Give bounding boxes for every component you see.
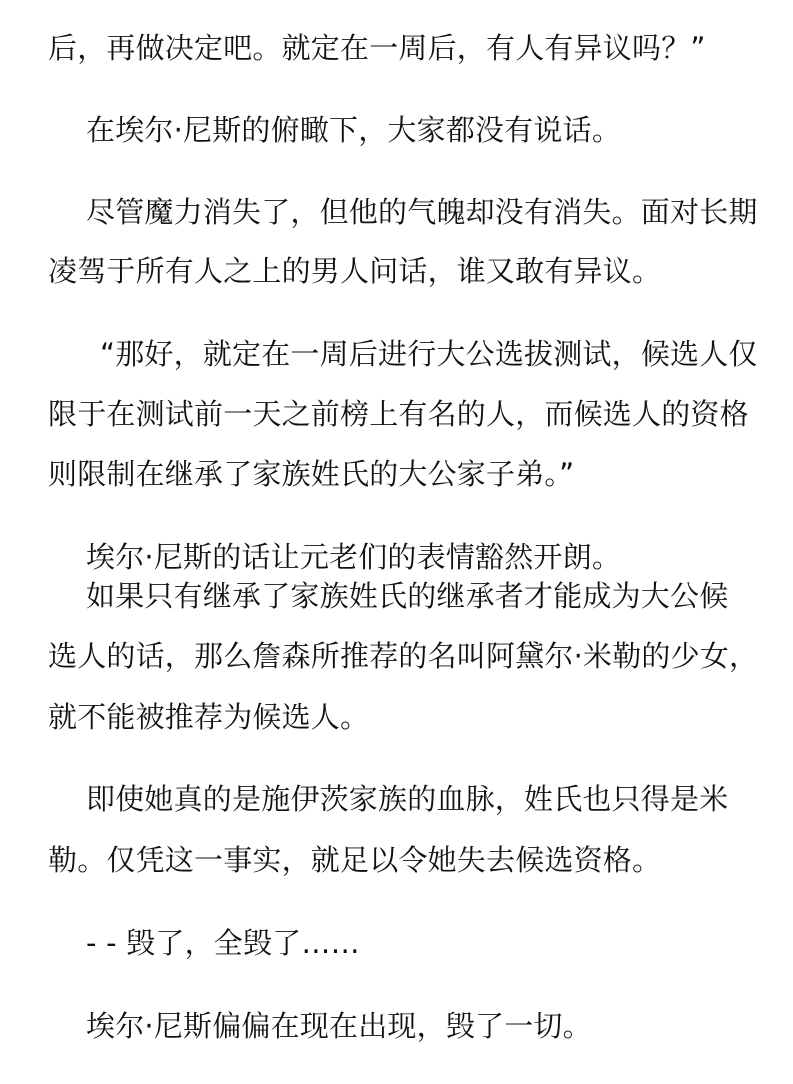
text-line-14: - - 毁了，全毁了…… [86, 926, 360, 960]
text-line-6: 限于在测试前一天之前榜上有名的人，而候选人的资格 [48, 397, 749, 431]
text-line-13: 勒。仅凭这一事实，就足以令她失去候选资格。 [48, 843, 662, 877]
text-line-9: 如果只有继承了家族姓氏的继承者才能成为大公候 [86, 579, 729, 613]
text-line-10: 选人的话，那么詹森所推荐的名叫阿黛尔·米勒的少女， [48, 639, 759, 673]
text-line-15: 埃尔·尼斯偏偏在现在出现，毁了一切。 [86, 1009, 592, 1043]
text-line-3: 尽管魔力消失了，但他的气魄却没有消失。面对长期 [86, 195, 758, 229]
text-line-4: 凌驾于所有人之上的男人问话，谁又敢有异议。 [48, 254, 662, 288]
text-line-5: “那好，就定在一周后进行大公选拔测试，候选人仅 [100, 337, 758, 371]
text-line-8: 埃尔·尼斯的话让元老们的表情豁然开朗。 [86, 540, 622, 574]
text-line-7: 则限制在继承了家族姓氏的大公家子弟。” [48, 457, 575, 491]
text-line-12: 即使她真的是施伊茨家族的血脉，姓氏也只得是米 [86, 782, 729, 816]
text-line-2: 在埃尔·尼斯的俯瞰下，大家都没有说话。 [86, 113, 622, 147]
text-line-1: 后，再做决定吧。就定在一周后，有人有异议吗？” [48, 31, 706, 65]
text-line-11: 就不能被推荐为候选人。 [48, 700, 370, 734]
